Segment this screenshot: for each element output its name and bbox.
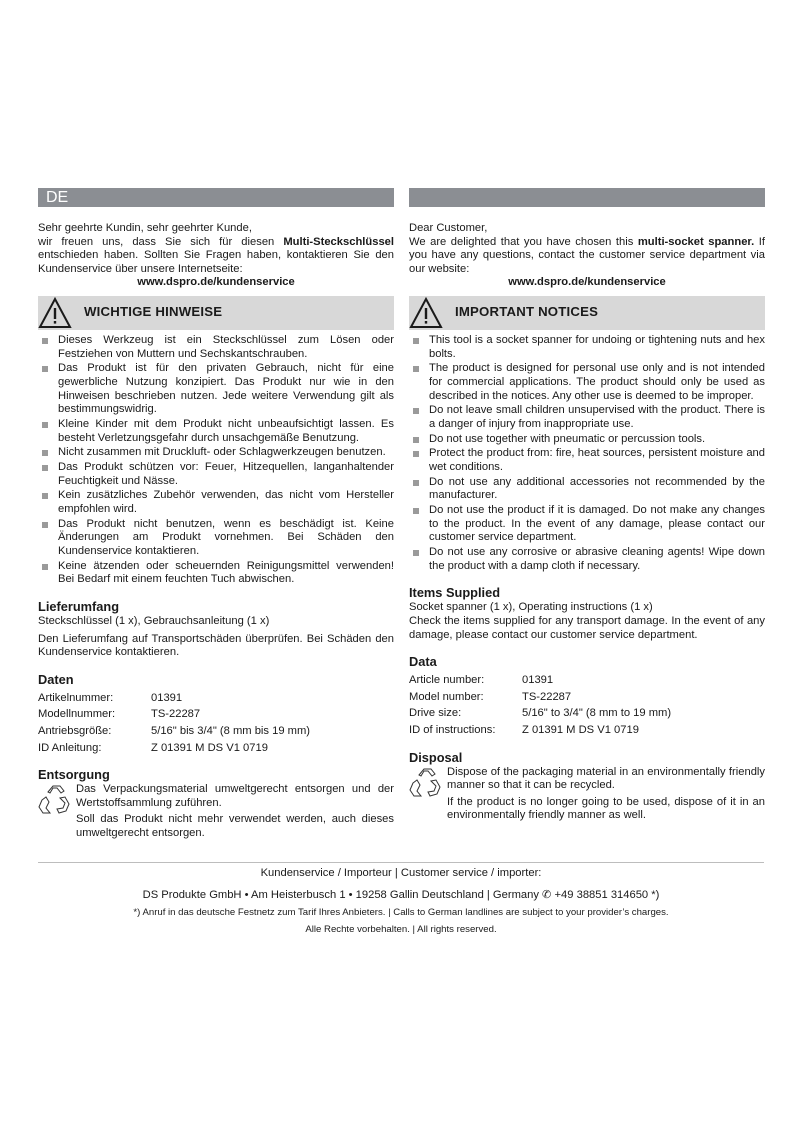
notices-list	[409, 334, 765, 573]
language-bar-en	[409, 188, 765, 207]
list-item: Das Produkt nicht benutzen, wenn es beschädigt ist. Keine Änderungen am Produkt vornehmen. Bei Schäden den Kundenservice kontaktieren.	[38, 518, 394, 559]
website-link[interactable]: www.dspro.de/kundenservice	[508, 276, 666, 289]
data-table	[38, 692, 310, 758]
data-value: 01391	[522, 674, 554, 687]
footer	[38, 862, 764, 936]
footer-rights: Alle Rechte vorbehalten. | All rights reserved.	[305, 924, 497, 935]
list-item: Protect the product from: fire, heat sources, persistent moisture and wet conditions.	[409, 447, 765, 474]
list-item: Kein zusätzliches Zubehör verwenden, das nicht vom Hersteller empfohlen wird.	[38, 489, 394, 516]
table-row	[38, 742, 310, 759]
intro-text-part: If you have any questions, contact the customer service department via our website:	[409, 235, 766, 275]
intro-text-part: We are delighted that you have chosen this	[409, 235, 638, 248]
greeting: Dear Customer,	[409, 222, 488, 234]
list-item: Kleine Kinder mit dem Produkt nicht unbeaufsichtigt lassen. Es besteht Verletzungsgefahr durch unsachgemäße Benutzung.	[38, 418, 394, 445]
list-item: Do not use the product if it is damaged. Do not make any changes to the product. In the event of any damage, please contact our customer service department.	[409, 504, 765, 545]
disposal-body	[409, 766, 765, 823]
intro-text	[38, 236, 394, 277]
section-heading: Disposal	[409, 749, 463, 765]
disposal-text-1: Dispose of the packaging material in an environmentally friendly manner so that it can be recycled.	[447, 765, 765, 792]
data-value: TS-22287	[522, 690, 572, 703]
data-key: Modellnummer:	[38, 708, 116, 721]
phone-number: +49 38851 314650 *)	[551, 889, 660, 901]
data-key: ID Anleitung:	[38, 741, 102, 754]
list-item: Do not use together with pneumatic or percussion tools.	[409, 433, 765, 447]
supplied-check: Den Lieferumfang auf Transportschäden überprüfen. Bei Schäden den Kundenservice kontaktieren.	[38, 632, 394, 659]
data-table	[409, 674, 671, 740]
data-value: Z 01391 M DS V1 0719	[151, 741, 268, 754]
table-row	[409, 707, 671, 724]
disposal-text-1: Das Verpackungsmaterial umweltgerecht entsorgen und der Wertstoffsammlung zuführen.	[76, 783, 394, 809]
disposal-text-2: Soll das Produkt nicht mehr verwendet werden, auch dieses umweltgerecht entsorgen.	[76, 813, 394, 839]
data-key: Drive size:	[409, 707, 462, 720]
warning-triangle-icon	[409, 297, 443, 329]
supplied-check: Check the items supplied for any transport damage. In the event of any damage, please contact our customer service department.	[409, 614, 765, 641]
list-item: This tool is a socket spanner for undoing or tightening nuts and hex bolts.	[409, 334, 765, 361]
data-value: Z 01391 M DS V1 0719	[522, 723, 639, 736]
notices-header	[409, 296, 765, 330]
list-item: Nicht zusammen mit Druckluft- oder Schlagwerkzeugen benutzen.	[38, 446, 394, 460]
disposal-section	[409, 750, 765, 823]
section-heading: Data	[409, 654, 437, 670]
section-heading: Lieferumfang	[38, 598, 120, 614]
table-row	[409, 724, 671, 741]
list-item: Keine ätzenden oder scheuernden Reinigungsmittel verwenden! Bei Bedarf mit einem feuchten Tuch abwischen.	[38, 560, 394, 587]
list-item: Dieses Werkzeug ist ein Steckschlüssel zum Lösen oder Festziehen von Muttern und Sechskantschrauben.	[38, 334, 394, 361]
footer-service-line: Kundenservice / Importeur | Customer service / importer:	[260, 867, 542, 879]
disposal-body	[38, 783, 394, 840]
footer-address-line	[38, 888, 764, 902]
list-item: Das Produkt schützen vor: Feuer, Hitzequellen, langanhaltender Feuchtigkeit und Nässe.	[38, 461, 394, 488]
section-heading: Items Supplied	[409, 585, 501, 601]
data-key: Artikelnummer:	[38, 691, 114, 704]
phone-icon: ✆	[542, 889, 552, 901]
warning-triangle-icon	[38, 297, 72, 329]
section-heading: Daten	[38, 671, 74, 687]
disposal-text-2: If the product is no longer going to be used, dispose of it in an environmentally friendly manner as well.	[447, 795, 765, 822]
data-value: 01391	[151, 691, 183, 704]
column-german	[38, 188, 394, 841]
table-row	[38, 725, 310, 742]
intro-de	[38, 222, 394, 290]
supplied-items: Socket spanner (1 x), Operating instructions (1 x)	[409, 601, 653, 614]
data-key: Model number:	[409, 690, 484, 703]
intro-text-part: entschieden haben. Sollten Sie Fragen haben, kontaktieren Sie den Kundenservice über unsere Internetseite:	[38, 249, 394, 275]
product-name: Multi-Steckschlüssel	[283, 235, 394, 248]
intro-en	[409, 222, 765, 290]
product-name: multi-socket spanner.	[637, 235, 755, 248]
list-item: Das Produkt ist für den privaten Gebrauch, nicht für eine gewerbliche Nutzung konzipiert. Das Produkt nur wie in den Hinweisen beschrieben nutzen. Jede weitere Verwendung gilt als bestimmungswidrig.	[38, 362, 394, 416]
supplied-section	[409, 585, 765, 642]
data-key: ID of instructions:	[409, 723, 496, 736]
section-heading: Entsorgung	[38, 767, 110, 783]
table-row	[409, 691, 671, 708]
recycle-icon	[38, 784, 72, 816]
footer-call-note: *) Anruf in das deutsche Festnetz zum Tarif Ihres Anbieters. | Calls to German landlines are subject to your provider’s charges.	[133, 907, 669, 918]
disposal-section	[38, 767, 394, 840]
intro-text-part: wir freuen uns, dass Sie sich für diesen	[38, 235, 284, 248]
data-section	[409, 654, 765, 740]
data-value: 5/16" to 3/4" (8 mm to 19 mm)	[522, 707, 672, 720]
intro-text	[409, 236, 765, 277]
supplied-items: Steckschlüssel (1 x), Gebrauchsanleitung (1 x)	[38, 614, 270, 627]
table-row	[38, 692, 310, 709]
table-row	[38, 708, 310, 725]
data-value: TS-22287	[151, 708, 201, 721]
notices-header	[38, 296, 394, 330]
list-item: Do not leave small children unsupervised with the product. There is a danger of injury from inappropriate use.	[409, 404, 765, 431]
list-item: Do not use any additional accessories not recommended by the manufacturer.	[409, 476, 765, 503]
data-key: Article number:	[409, 674, 485, 687]
greeting: Sehr geehrte Kundin, sehr geehrter Kunde,	[38, 222, 252, 234]
data-value: 5/16" bis 3/4" (8 mm bis 19 mm)	[151, 724, 311, 737]
list-item: The product is designed for personal use only and is not intended for commercial applications. The product should only be used as described in the notices. Any other use is deemed to be improper.	[409, 362, 765, 403]
recycle-icon	[409, 767, 443, 799]
website-link[interactable]: www.dspro.de/kundenservice	[137, 276, 295, 289]
table-row	[409, 674, 671, 691]
data-key: Antriebsgröße:	[38, 724, 112, 737]
column-english	[409, 188, 765, 823]
notices-list	[38, 334, 394, 587]
language-bar-de: DE	[38, 188, 394, 207]
supplied-section	[38, 599, 394, 660]
notices-title: WICHTIGE HINWEISE	[84, 303, 223, 319]
data-section	[38, 672, 394, 758]
list-item: Do not use any corrosive or abrasive cleaning agents! Wipe down the product with a damp cloth if necessary.	[409, 546, 765, 573]
notices-title: IMPORTANT NOTICES	[455, 303, 599, 319]
address-text: DS Produkte GmbH • Am Heisterbusch 1 • 19258 Gallin Deutschland | Germany	[142, 889, 543, 901]
